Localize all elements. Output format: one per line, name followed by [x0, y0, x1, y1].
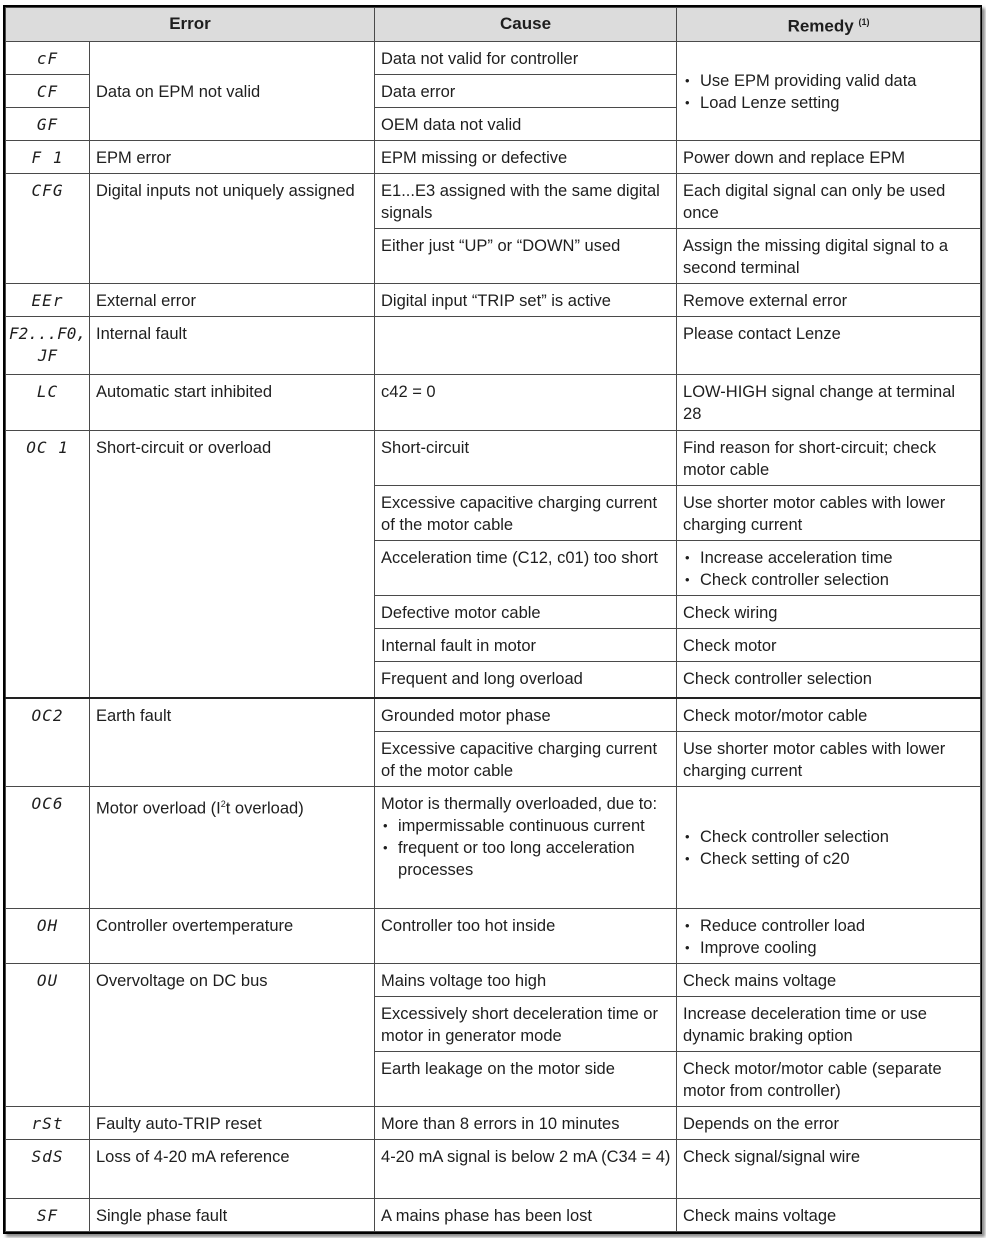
remedy-item: • Use EPM providing valid data: [683, 70, 975, 92]
error-code: SF: [6, 1198, 90, 1231]
cause-cell: Earth leakage on the motor side: [375, 1051, 677, 1106]
error-description: Faulty auto-TRIP reset: [90, 1106, 375, 1139]
header-remedy: [677, 8, 981, 42]
error-description-text: t overload): [225, 799, 304, 817]
remedy-list: [683, 826, 975, 870]
error-code: OU: [6, 963, 90, 1106]
remedy-item: • Improve cooling: [683, 937, 975, 959]
remedy-cell: Find reason for short-circuit; check motor cable: [677, 431, 981, 486]
header-error: Error: [6, 8, 375, 42]
table-row: [6, 375, 981, 431]
remedy-item: • Reduce controller load: [683, 915, 975, 937]
remedy-item: • Check setting of c20: [683, 848, 975, 870]
remedy-cell: Increase deceleration time or use dynamic braking option: [677, 996, 981, 1051]
cause-list: [381, 815, 671, 881]
error-description: Internal fault: [90, 317, 375, 375]
error-description: Automatic start inhibited: [90, 375, 375, 431]
remedy-cell: Please contact Lenze: [677, 317, 981, 375]
superscript: 2: [220, 798, 226, 809]
table-row: [6, 1106, 981, 1139]
cause-cell: Internal fault in motor: [375, 629, 677, 662]
cause-cell: Digital input “TRIP set” is active: [375, 284, 677, 317]
remedy-cell: Check wiring: [677, 596, 981, 629]
remedy-cell: Remove external error: [677, 284, 981, 317]
cause-cell: [375, 786, 677, 908]
cause-cell: Acceleration time (C12, c01) too short: [375, 541, 677, 596]
remedy-cell: Check motor/motor cable (separate motor from controller): [677, 1051, 981, 1106]
table-row: [6, 1198, 981, 1231]
error-description: Single phase fault: [90, 1198, 375, 1231]
cause-cell: E1...E3 assigned with the same digital signals: [375, 174, 677, 229]
remedy-cell: [677, 786, 981, 908]
remedy-list: [683, 70, 975, 114]
error-description: Overvoltage on DC bus: [90, 963, 375, 1106]
remedy-cell: Assign the missing digital signal to a second terminal: [677, 229, 981, 284]
cause-cell: 4-20 mA signal is below 2 mA (C34 = 4): [375, 1139, 677, 1198]
table-row: [6, 284, 981, 317]
error-code: SdS: [6, 1139, 90, 1198]
remedy-cell: Check signal/signal wire: [677, 1139, 981, 1198]
table-row: [6, 963, 981, 996]
table-row: [6, 698, 981, 732]
remedy-cell: Use shorter motor cables with lower charging current: [677, 731, 981, 786]
error-code: OH: [6, 908, 90, 963]
header-remedy-label: Remedy: [787, 16, 854, 36]
remedy-cell: [677, 541, 981, 596]
error-code: LC: [6, 375, 90, 431]
remedy-cell: Check mains voltage: [677, 963, 981, 996]
remedy-cell: Check mains voltage: [677, 1198, 981, 1231]
remedy-cell: [677, 908, 981, 963]
error-description-text: Motor overload (I: [96, 799, 221, 817]
error-code: rSt: [6, 1106, 90, 1139]
remedy-cell: [677, 42, 981, 141]
header-remedy-footnote: (1): [858, 16, 870, 27]
remedy-cell: Each digital signal can only be used once: [677, 174, 981, 229]
error-description: Short-circuit or overload: [90, 431, 375, 698]
error-code: OC 1: [6, 431, 90, 698]
cause-cell: More than 8 errors in 10 minutes: [375, 1106, 677, 1139]
table-row: [6, 317, 981, 375]
cause-cell: Frequent and long overload: [375, 662, 677, 698]
table-row: [6, 141, 981, 174]
error-code: cF: [6, 42, 90, 75]
cause-cell: Data not valid for controller: [375, 42, 677, 75]
cause-cell: Excessive capacitive charging current of the motor cable: [375, 731, 677, 786]
cause-cell: Either just “UP” or “DOWN” used: [375, 229, 677, 284]
cause-cell: OEM data not valid: [375, 108, 677, 141]
remedy-cell: LOW-HIGH signal change at terminal 28: [677, 375, 981, 431]
remedy-item: • Check controller selection: [683, 569, 975, 591]
table-row: [6, 431, 981, 486]
cause-cell: Excessive capacitive charging current of the motor cable: [375, 486, 677, 541]
error-code: EEr: [6, 284, 90, 317]
header-cause: Cause: [375, 8, 677, 42]
remedy-item: • Check controller selection: [683, 826, 975, 848]
cause-cell: Defective motor cable: [375, 596, 677, 629]
remedy-item: • Load Lenze setting: [683, 92, 975, 114]
cause-cell: Mains voltage too high: [375, 963, 677, 996]
cause-item: • frequent or too long acceleration processes: [381, 837, 671, 881]
cause-cell: c42 = 0: [375, 375, 677, 431]
error-code: CFG: [6, 174, 90, 284]
cause-cell: Grounded motor phase: [375, 698, 677, 732]
error-description: External error: [90, 284, 375, 317]
cause-cell: A mains phase has been lost: [375, 1198, 677, 1231]
remedy-cell: Check motor: [677, 629, 981, 662]
remedy-cell: Use shorter motor cables with lower charging current: [677, 486, 981, 541]
table-row: [6, 786, 981, 908]
table-header-row: [6, 8, 981, 42]
error-table: [5, 7, 981, 1232]
table-row: [6, 1139, 981, 1198]
remedy-cell: Check controller selection: [677, 662, 981, 698]
table-row: [6, 174, 981, 229]
remedy-cell: Depends on the error: [677, 1106, 981, 1139]
remedy-cell: Power down and replace EPM: [677, 141, 981, 174]
error-description: Loss of 4-20 mA reference: [90, 1139, 375, 1198]
error-description: [90, 786, 375, 908]
error-code: F 1: [6, 141, 90, 174]
error-code: OC2: [6, 698, 90, 787]
cause-item: • impermissable continuous current: [381, 815, 671, 837]
table-row: [6, 42, 981, 75]
error-table-frame: [3, 5, 982, 1234]
remedy-cell: Check motor/motor cable: [677, 698, 981, 732]
table-row: [6, 908, 981, 963]
cause-cell: EPM missing or defective: [375, 141, 677, 174]
cause-cell: Data error: [375, 75, 677, 108]
error-description: Digital inputs not uniquely assigned: [90, 174, 375, 284]
error-description: EPM error: [90, 141, 375, 174]
cause-intro: Motor is thermally overloaded, due to:: [381, 794, 658, 813]
error-description: Data on EPM not valid: [90, 42, 375, 141]
error-code: F2...F0, JF: [6, 317, 90, 375]
remedy-item: • Increase acceleration time: [683, 547, 975, 569]
cause-cell: [375, 317, 677, 375]
error-code: OC6: [6, 786, 90, 908]
cause-cell: Short-circuit: [375, 431, 677, 486]
cause-cell: Excessively short deceleration time or motor in generator mode: [375, 996, 677, 1051]
error-code: CF: [6, 75, 90, 108]
cause-cell: Controller too hot inside: [375, 908, 677, 963]
error-description: Controller overtemperature: [90, 908, 375, 963]
remedy-list: [683, 915, 975, 959]
error-code: GF: [6, 108, 90, 141]
remedy-list: [683, 547, 975, 591]
error-description: Earth fault: [90, 698, 375, 787]
